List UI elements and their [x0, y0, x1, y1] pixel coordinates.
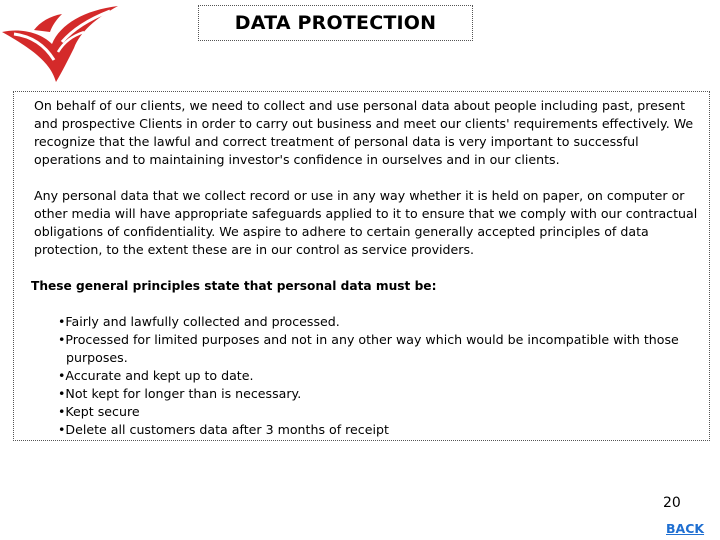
principle-item: •Processed for limited purposes and not in any other way which would be incompatible with those purposes.: [58, 332, 679, 365]
principle-item: •Fairly and lawfully collected and processed.: [58, 314, 340, 329]
page-number: 20: [663, 495, 681, 511]
page-title-text: DATA PROTECTION: [234, 12, 437, 34]
principle-item: •Not kept for longer than is necessary.: [58, 386, 302, 401]
principles-heading: These general principles state that personal data must be:: [31, 279, 437, 293]
back-link[interactable]: BACK: [666, 521, 705, 536]
content-panel: [13, 91, 710, 441]
principle-item: •Kept secure: [58, 404, 140, 419]
principle-item: •Delete all customers data after 3 months of receipt: [58, 422, 389, 437]
principles-list: [58, 313, 698, 439]
page-title: [198, 5, 473, 41]
safeguards-paragraph: Any personal data that we collect record or use in any way whether it is held on paper, on computer or other media will have appropriate safeguards applied to it to ensure that we comply with our contractual obligations of confidentiality. We aspire to adhere to certain generally accepted principles of data protection, to the extent these are in our control as service providers.: [34, 188, 698, 257]
bird-logo-icon: [0, 2, 122, 84]
intro-paragraph: On behalf of our clients, we need to collect and use personal data about people including past, present and prospective Clients in order to carry out business and meet our clients' requirements effectively. We recognize that the lawful and correct treatment of personal data is very important to successful operations and to maintaining investor's confidence in ourselves and in our clients.: [34, 98, 694, 167]
principle-item: •Accurate and kept up to date.: [58, 368, 254, 383]
